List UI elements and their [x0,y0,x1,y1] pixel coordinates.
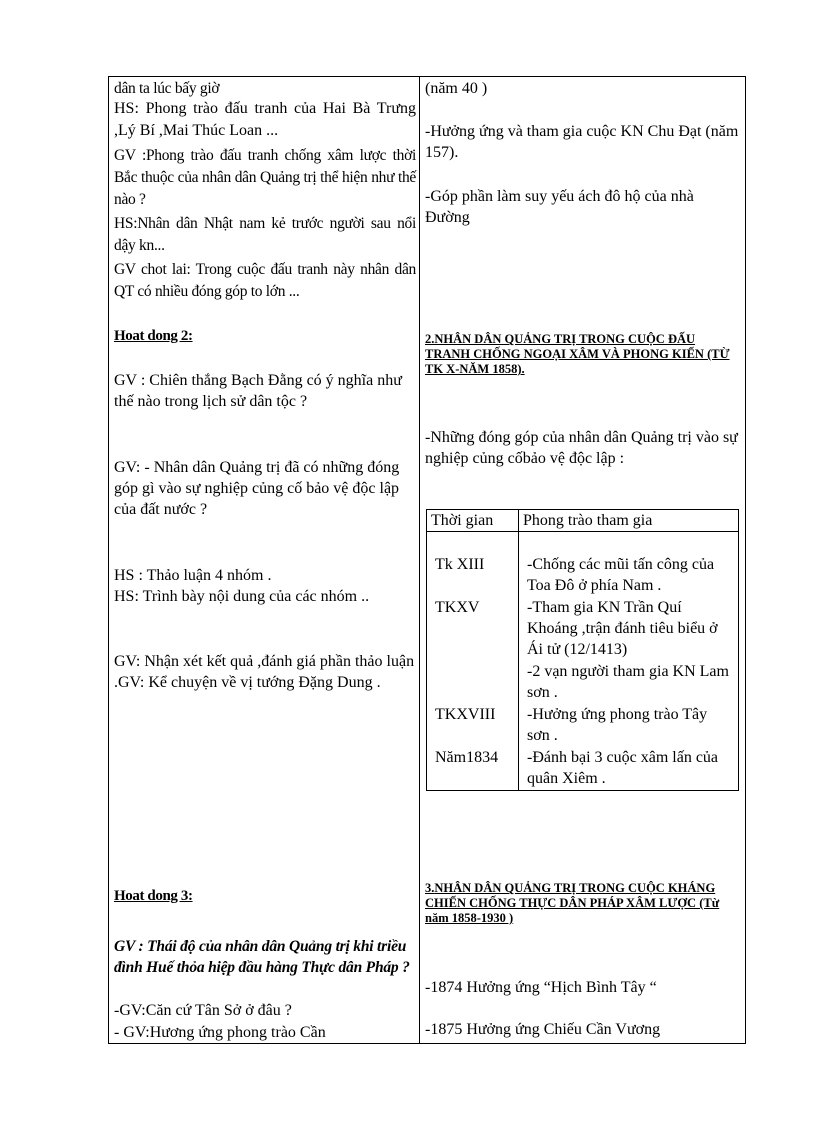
right-year-40: (năm 40 ) [425,80,488,97]
periods-cell [427,532,519,791]
section-3-heading: NHÂN DÂN QUẢNG TRỊ TRONG CUỘC KHÁNG CHIẾN CHỐNG THỰC DÂN PHÁP XÂM LƯỢC (Từ năm 1858-1930 ) [425,881,720,925]
events-cell [519,532,739,791]
section-2-intro: -Những đóng góp của nhân dân Quảng trị vào sự nghiệp củng cốbảo vệ độc lập : [425,429,738,467]
gv-evaluation: GV: Nhận xét kết quả ,đánh giá phần thảo luận .GV: Kể chuyện về vị tướng Đặng Dung . [114,653,415,691]
period-1834: Năm1834 [435,749,499,766]
gv-question-attitude: GV : Thái độ của nhân dân Quảng trị khi triều đình Huế thỏa hiệp đầu hàng Thực dân Pháp ? [114,938,410,976]
header-time: Thời gian [427,510,519,532]
event-xiem: -Đánh bại 3 cuộc xâm lấn của quân Xiêm . [527,749,719,787]
gv-question-contributions: GV: - Nhân dân Quảng trị đã có những đóng góp gì vào sự nghiệp củng cố bảo vệ độc lập của đất nước ? [114,459,400,518]
activity-3-heading: Hoat dong 3: [114,888,193,904]
event-lam-son: -2 vạn người tham gia KN Lam sơn . [527,663,729,701]
header-movement: Phong trào tham gia [519,510,739,532]
contributions-table [426,509,739,791]
table-body-row [427,532,739,791]
column-divider [419,76,420,1044]
period-13th-century: Tk XIII [435,556,485,573]
period-15th-century: TKXV [435,599,480,616]
event-1875: -1875 Hưởng ứng Chiếu Cần Vương [425,1021,661,1038]
event-tay-son: -Hưởng ứng phong trào Tây sơn . [527,706,708,744]
hs-answer-movements: HS: Phong trào đấu tranh của Hai Bà Trưng ,Lý Bí ,Mai Thúc Loan ... [114,100,416,139]
event-toa-do: -Chống các mũi tấn công của Toa Đô ở phía Nam . [527,556,715,594]
gv-conclusion: GV chot lai: Trong cuộc đấu tranh này nhân dân QT có nhiều đóng góp to lớn ... [114,261,416,300]
gv-question-northern-domination: GV :Phong trào đấu tranh chống xâm lược thời Bắc thuộc của nhân dân Quảng trị thể hiện như thế nào ? [114,147,416,208]
gv-question-tan-so: -GV:Căn cứ Tân Sở ở đâu ? [114,1002,292,1019]
gv-question-can-vuong: - GV:Hương ứng phong trào Cần [114,1024,326,1041]
section-3-number: 3. [425,881,435,895]
event-1874: -1874 Hưởng ứng “Hịch Bình Tây “ [425,979,657,996]
hs-group-presentation: HS: Trình bày nội dung của các nhóm .. [114,588,370,605]
right-chu-dat: -Hưởng ứng và tham gia cuộc KN Chu Đạt (năm 157). [425,123,739,161]
table-header-row [427,510,739,532]
hs-answer-uprisings: HS:Nhân dân Nhật nam kẻ trước người sau nổi dậy kn... [114,215,416,254]
hs-group-discussion: HS : Thảo luận 4 nhóm . [114,567,272,584]
activity-2-heading: Hoat dong 2: [114,328,193,344]
event-tran-qui-khoang: -Tham gia KN Trần Quí Khoáng ,trận đánh tiêu biểu ở Ái tử (12/1413) [527,599,718,658]
left-text-continued: dân ta lúc bấy giờ [114,80,220,97]
right-duong-dynasty: -Góp phần làm suy yếu ách đô hộ của nhà Đường [425,188,694,226]
section-2-title: 2.NHÂN DÂN QUẢNG TRỊ TRONG CUỘC ĐẤU TRANH CHỐNG NGOẠI XÂM VÀ PHONG KIẾN (TỪ TK X-NĂM 1858). [425,332,730,376]
gv-question-bach-dang: GV : Chiên thắng Bạch Đằng có ý nghĩa như thế nào trong lịch sử dân tộc ? [114,372,402,410]
period-18th-century: TKXVIII [435,706,496,723]
section-3-title [425,881,725,926]
